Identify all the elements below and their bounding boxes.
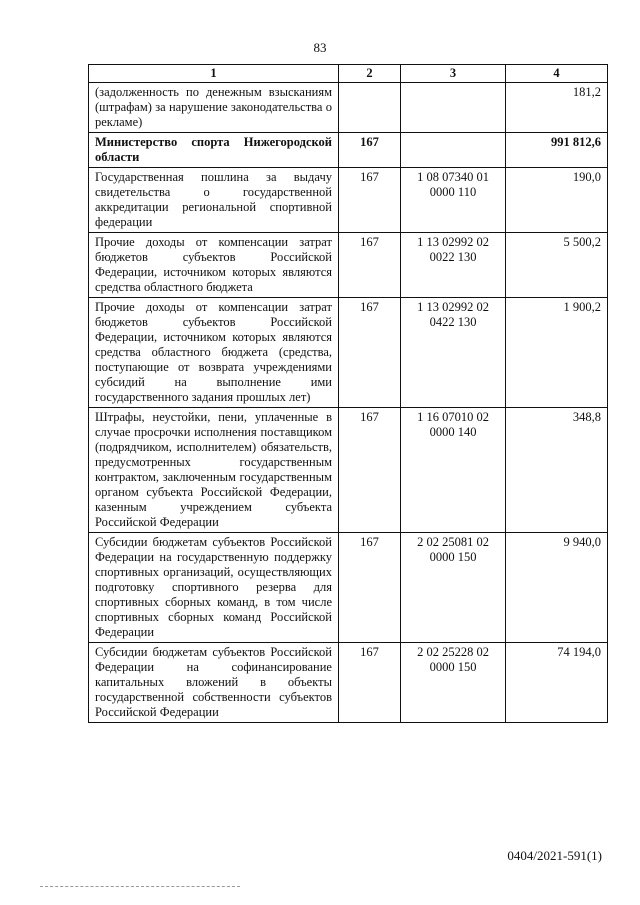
income-name-cell: Государственная пошлина за выдачу свидетельства о государственной аккредитации региональной спортивной федерации <box>89 168 339 233</box>
admin-code-cell: 167 <box>339 298 401 408</box>
budget-code-cell <box>401 83 506 133</box>
budget-code-cell: 1 08 07340 01 0000 110 <box>401 168 506 233</box>
income-name-cell: Прочие доходы от компенсации затрат бюджетов субъектов Российской Федерации, источником которых являются средства областного бюджета <box>89 233 339 298</box>
table-row <box>89 133 608 168</box>
bottom-divider <box>40 886 240 887</box>
income-name-cell: (задолженность по денежным взысканиям (штрафам) за нарушение законодательства о рекламе) <box>89 83 339 133</box>
column-header-2: 2 <box>339 65 401 83</box>
table-row <box>89 83 608 133</box>
amount-cell: 190,0 <box>506 168 608 233</box>
admin-code-cell: 167 <box>339 643 401 723</box>
budget-code-cell: 2 02 25228 02 0000 150 <box>401 643 506 723</box>
admin-code-cell: 167 <box>339 233 401 298</box>
income-name-cell: Штрафы, неустойки, пени, уплаченные в случае просрочки исполнения поставщиком (подрядчиком, исполнителем) обязательств, предусмотренных государственным контрактом, заключенным государственным органом субъекта Российской Федерации, казенным учреждением субъекта Российской Федерации <box>89 408 339 533</box>
amount-cell: 9 940,0 <box>506 533 608 643</box>
amount-cell: 991 812,6 <box>506 133 608 168</box>
column-header-4: 4 <box>506 65 608 83</box>
table-row <box>89 533 608 643</box>
income-name-cell: Министерство спорта Нижегородской области <box>89 133 339 168</box>
table-row <box>89 233 608 298</box>
amount-cell: 181,2 <box>506 83 608 133</box>
document-code: 0404/2021-591(1) <box>507 848 602 863</box>
amount-cell: 74 194,0 <box>506 643 608 723</box>
budget-code-cell: 1 13 02992 02 0022 130 <box>401 233 506 298</box>
admin-code-cell: 167 <box>339 168 401 233</box>
admin-code-cell: 167 <box>339 133 401 168</box>
income-name-cell: Прочие доходы от компенсации затрат бюджетов субъектов Российской Федерации, источником которых являются средства областного бюджета (средства, поступающие от возврата учреждениями субсидий на выполнение ими государственного задания прошлых лет) <box>89 298 339 408</box>
amount-cell: 348,8 <box>506 408 608 533</box>
table-row <box>89 643 608 723</box>
table-row <box>89 298 608 408</box>
page-number: 83 <box>313 40 327 55</box>
income-name-cell: Субсидии бюджетам субъектов Российской Федерации на государственную поддержку спортивных организаций, осуществляющих подготовку спортивного резерва для спортивных сборных команд, в том числе спортивных сборных команд Российской Федерации <box>89 533 339 643</box>
column-header-1: 1 <box>89 65 339 83</box>
income-name-cell: Субсидии бюджетам субъектов Российской Федерации на софинансирование капитальных вложений в объекты государственной собственности субъектов Российской Федерации <box>89 643 339 723</box>
budget-code-cell: 2 02 25081 02 0000 150 <box>401 533 506 643</box>
amount-cell: 1 900,2 <box>506 298 608 408</box>
budget-code-cell <box>401 133 506 168</box>
budget-code-cell: 1 13 02992 02 0422 130 <box>401 298 506 408</box>
column-header-3: 3 <box>401 65 506 83</box>
revenue-table <box>88 64 608 723</box>
amount-cell: 5 500,2 <box>506 233 608 298</box>
admin-code-cell <box>339 83 401 133</box>
budget-code-cell: 1 16 07010 02 0000 140 <box>401 408 506 533</box>
table-row <box>89 168 608 233</box>
table-header-row <box>89 65 608 83</box>
admin-code-cell: 167 <box>339 533 401 643</box>
admin-code-cell: 167 <box>339 408 401 533</box>
table-row <box>89 408 608 533</box>
